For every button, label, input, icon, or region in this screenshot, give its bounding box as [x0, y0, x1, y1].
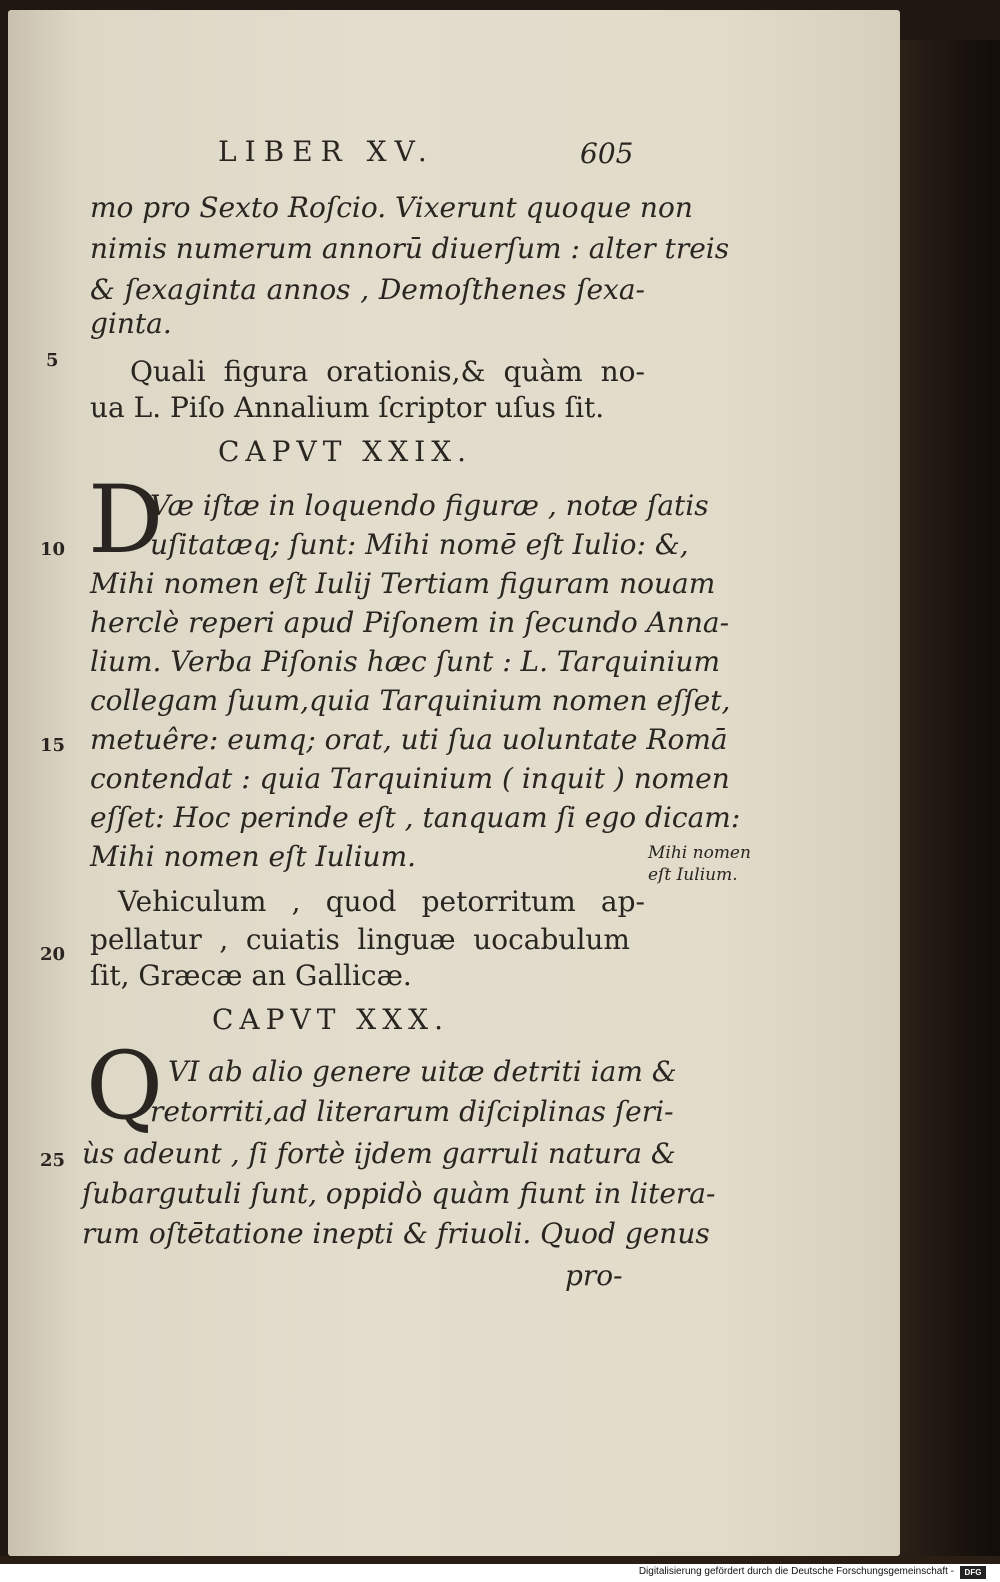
text-line: collegam ſuum,quia Tarquinium nomen eſſet,: [90, 684, 731, 717]
chapter-summary-line: pellatur , cuiatis linguæ uocabulum: [90, 923, 630, 956]
chapter-summary-line: ua L. Piſo Annalium ſcriptor uſus ſit.: [90, 391, 605, 424]
text-line: metuêre: eumq; orat, uti ſua uoluntate Romā: [90, 723, 728, 756]
drop-cap-initial: Q: [86, 1032, 164, 1141]
text-line: Mihi nomen eſt Iulium.: [90, 840, 417, 873]
running-header-title: LIBER XV.: [218, 135, 435, 168]
text-line: contendat : quia Tarquinium ( inquit ) nomen: [90, 762, 730, 795]
text-line: Mihi nomen eſt Iulij Tertiam figuram nouam: [90, 567, 716, 600]
text-line: retorriti,ad literarum diſciplinas ſeri-: [150, 1095, 674, 1128]
text-line: Væ iſtæ in loquendo figuræ , notæ ſatis: [150, 489, 709, 522]
scan-background: [900, 40, 1000, 1556]
text-line: lium. Verba Piſonis hæc ſunt : L. Tarquinium: [90, 645, 720, 678]
chapter-heading: CAPVT XXX.: [212, 1003, 449, 1036]
text-line: & ſexaginta annos , Demoſthenes ſexa-: [90, 273, 645, 306]
digitization-footer: [0, 1564, 1000, 1582]
chapter-heading: CAPVT XXIX.: [218, 435, 473, 468]
text-line: VI ab alio genere uitæ detriti iam &: [168, 1055, 677, 1088]
text-line: ùs adeunt , ſi fortè ijdem garruli natura &: [82, 1137, 676, 1170]
chapter-summary-line: Vehiculum , quod petorritum ap-: [118, 885, 645, 918]
line-number: 10: [40, 539, 66, 560]
line-number: 20: [40, 944, 66, 965]
catchword: pro-: [565, 1259, 623, 1292]
page-number: 605: [580, 137, 634, 170]
dfg-logo: DFG: [960, 1566, 986, 1579]
text-line: rum oſtētatione inepti & friuoli. Quod genus: [82, 1217, 710, 1250]
text-line: nimis numerum annorū diuerſum : alter treis: [90, 232, 730, 265]
text-line: ginta.: [90, 307, 172, 340]
line-number: 25: [40, 1150, 66, 1171]
chapter-summary-line: Quali figura orationis,& quàm no-: [130, 355, 645, 388]
footer-credit: Digitalisierung gefördert durch die Deutsche Forschungsgemeinschaft -: [638, 1566, 954, 1577]
scan-bottom-edge: [0, 1556, 1000, 1564]
text-line: herclè reperi apud Piſonem in ſecundo Anna-: [90, 606, 730, 639]
text-line: ſubargutuli ſunt, oppidò quàm fiunt in litera-: [82, 1177, 716, 1210]
chapter-summary-line: ſit, Græcæ an Gallicæ.: [90, 959, 412, 992]
line-number: 5: [46, 350, 59, 371]
drop-cap-initial: D: [88, 466, 164, 575]
text-line: eſſet: Hoc perinde eſt , tanquam ſi ego dicam:: [90, 801, 741, 834]
text-line: mo pro Sexto Roſcio. Vixerunt quoque non: [90, 191, 693, 224]
margin-note-line: Mihi nomen: [648, 843, 751, 863]
line-number: 15: [40, 735, 66, 756]
margin-note-line: eſt Iulium.: [648, 865, 738, 885]
text-line: uſitatæq; ſunt: Mihi nomē eſt Iulio: &,: [150, 528, 689, 561]
